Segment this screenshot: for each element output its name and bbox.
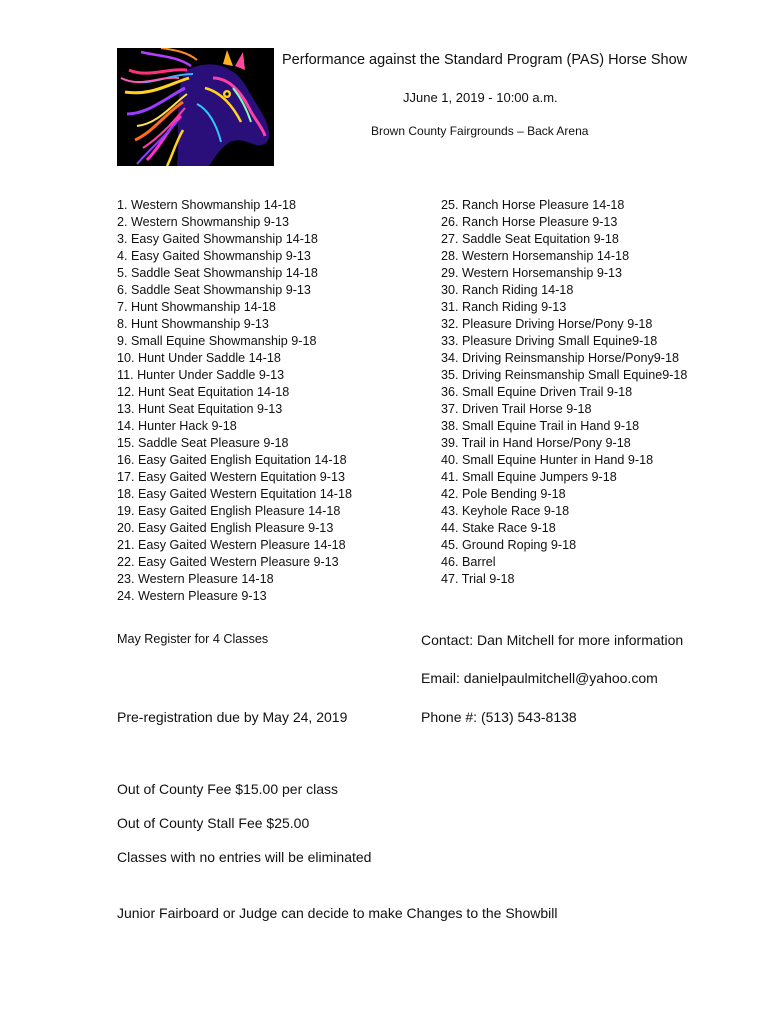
list-item: 36. Small Equine Driven Trail 9-18 (441, 385, 633, 399)
list-item: 42. Pole Bending 9-18 (441, 487, 566, 501)
horse-artwork-drawing (117, 48, 274, 166)
list-item: 14. Hunter Hack 9-18 (117, 419, 237, 433)
list-item: 19. Easy Gaited English Pleasure 14-18 (117, 504, 341, 518)
no-entries-note: Classes with no entries will be eliminated (117, 849, 372, 865)
list-item: 11. Hunter Under Saddle 9-13 (117, 368, 285, 382)
list-item: 12. Hunt Seat Equitation 14-18 (117, 385, 290, 399)
class-list-right (441, 197, 687, 588)
list-item: 29. Western Horsemanship 9-13 (441, 266, 623, 280)
list-item: 13. Hunt Seat Equitation 9-13 (117, 402, 283, 416)
list-item: 47. Trial 9-18 (441, 572, 515, 586)
list-item: 15. Saddle Seat Pleasure 9-18 (117, 436, 289, 450)
list-item: 39. Trail in Hand Horse/Pony 9-18 (441, 436, 631, 450)
email-line: Email: danielpaulmitchell@yahoo.com (421, 670, 658, 686)
list-item: 24. Western Pleasure 9-13 (117, 589, 267, 603)
list-item: 20. Easy Gaited English Pleasure 9-13 (117, 521, 334, 535)
class-list-left (117, 197, 352, 605)
list-item: 26. Ranch Horse Pleasure 9-13 (441, 215, 618, 229)
county-fee-note: Out of County Fee $15.00 per class (117, 781, 339, 797)
list-item: 32. Pleasure Driving Horse/Pony 9-18 (441, 317, 653, 331)
list-item: 2. Western Showmanship 9-13 (117, 215, 289, 229)
list-item: 38. Small Equine Trail in Hand 9-18 (441, 419, 640, 433)
list-item: 28. Western Horsemanship 14-18 (441, 249, 630, 263)
horse-artwork-icon (117, 48, 274, 166)
list-item: 6. Saddle Seat Showmanship 9-13 (117, 283, 311, 297)
show-date: JJune 1, 2019 - 10:00 a.m. (403, 90, 558, 105)
list-item: 10. Hunt Under Saddle 14-18 (117, 351, 281, 365)
list-item: 5. Saddle Seat Showmanship 14-18 (117, 266, 318, 280)
list-item: 9. Small Equine Showmanship 9-18 (117, 334, 317, 348)
list-item: 22. Easy Gaited Western Pleasure 9-13 (117, 555, 339, 569)
list-item: 16. Easy Gaited English Equitation 14-18 (117, 453, 347, 467)
page-title: Performance against the Standard Program (PAS) Horse Show (282, 52, 688, 68)
list-item: 3. Easy Gaited Showmanship 14-18 (117, 232, 318, 246)
list-item: 25. Ranch Horse Pleasure 14-18 (441, 198, 625, 212)
changes-note: Junior Fairboard or Judge can decide to make Changes to the Showbill (117, 905, 558, 921)
list-item: 21. Easy Gaited Western Pleasure 14-18 (117, 538, 346, 552)
phone-line: Phone #: (513) 543-8138 (421, 709, 577, 725)
stall-fee-note: Out of County Stall Fee $25.00 (117, 815, 310, 831)
preregistration-note: Pre-registration due by May 24, 2019 (117, 709, 348, 725)
list-item: 4. Easy Gaited Showmanship 9-13 (117, 249, 311, 263)
list-item: 37. Driven Trail Horse 9-18 (441, 402, 592, 416)
list-item: 27. Saddle Seat Equitation 9-18 (441, 232, 619, 246)
list-item: 44. Stake Race 9-18 (441, 521, 556, 535)
list-item: 18. Easy Gaited Western Equitation 14-18 (117, 487, 352, 501)
list-item: 33. Pleasure Driving Small Equine9-18 (441, 334, 658, 348)
contact-line: Contact: Dan Mitchell for more information (421, 632, 684, 648)
list-item: 34. Driving Reinsmanship Horse/Pony9-18 (441, 351, 679, 365)
list-item: 8. Hunt Showmanship 9-13 (117, 317, 269, 331)
list-item: 45. Ground Roping 9-18 (441, 538, 577, 552)
list-item: 43. Keyhole Race 9-18 (441, 504, 570, 518)
list-item: 17. Easy Gaited Western Equitation 9-13 (117, 470, 345, 484)
list-item: 35. Driving Reinsmanship Small Equine9-18 (441, 368, 688, 382)
list-item: 30. Ranch Riding 14-18 (441, 283, 574, 297)
list-item: 7. Hunt Showmanship 14-18 (117, 300, 276, 314)
show-venue: Brown County Fairgrounds – Back Arena (371, 124, 589, 138)
list-item: 1. Western Showmanship 14-18 (117, 198, 296, 212)
list-item: 31. Ranch Riding 9-13 (441, 300, 567, 314)
list-item: 23. Western Pleasure 14-18 (117, 572, 274, 586)
register-limit-note: May Register for 4 Classes (117, 632, 269, 646)
list-item: 46. Barrel (441, 555, 496, 569)
list-item: 41. Small Equine Jumpers 9-18 (441, 470, 617, 484)
list-item: 40. Small Equine Hunter in Hand 9-18 (441, 453, 654, 467)
